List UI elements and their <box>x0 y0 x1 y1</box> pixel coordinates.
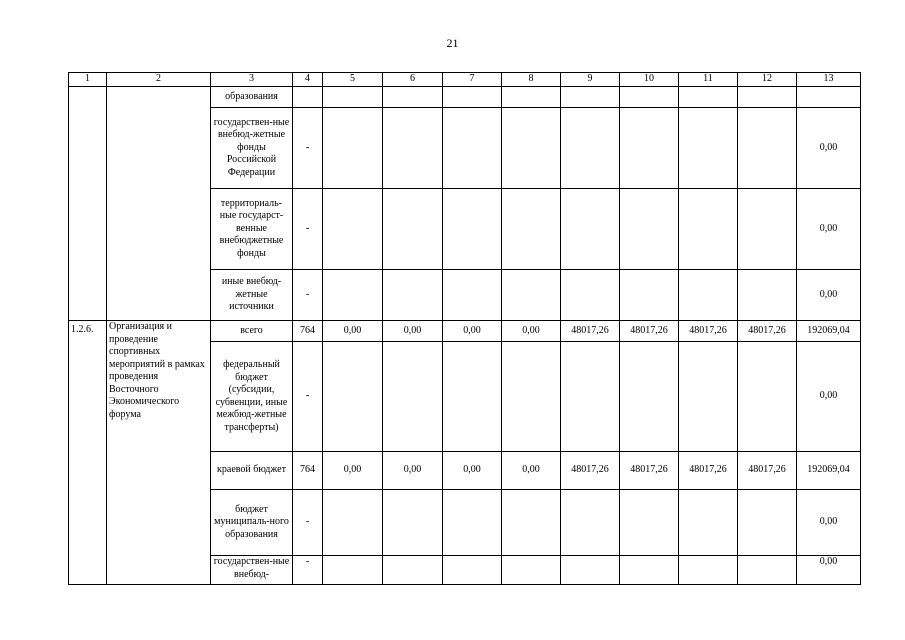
item-code-cell <box>69 87 107 321</box>
cell-col4: - <box>293 270 323 321</box>
cell-col4: - <box>293 490 323 556</box>
funding-source: государствен-ные внебюд-жетные фонды Российской Федерации <box>211 108 293 189</box>
cell-col5: 0,00 <box>323 321 383 342</box>
cell-col4 <box>293 87 323 108</box>
column-header: 9 <box>561 73 620 87</box>
cell-total: 0,00 <box>797 189 861 270</box>
page-number: 21 <box>446 36 459 50</box>
table-row <box>69 87 861 108</box>
funding-source: государствен-ные внебюд- <box>211 556 293 585</box>
column-header: 3 <box>211 73 293 87</box>
cell-col6: 0,00 <box>383 321 443 342</box>
column-number-row <box>69 73 861 87</box>
funding-source: бюджет муниципаль-ного образования <box>211 490 293 556</box>
cell-col9: 48017,26 <box>561 321 620 342</box>
cell-col4: - <box>293 556 323 585</box>
cell-col5: 0,00 <box>323 452 383 490</box>
cell-col4: - <box>293 342 323 452</box>
funding-source: федеральный бюджет (субсидии, субвенции, иные межбюд-жетные трансферты) <box>211 342 293 452</box>
cell-col8: 0,00 <box>502 452 561 490</box>
funding-source: образования <box>211 87 293 108</box>
column-header: 10 <box>620 73 679 87</box>
column-header: 1 <box>69 73 107 87</box>
cell-col9: 48017,26 <box>561 452 620 490</box>
cell-total: 0,00 <box>797 490 861 556</box>
cell-total: 0,00 <box>797 270 861 321</box>
funding-source: всего <box>211 321 293 342</box>
cell-col12: 48017,26 <box>738 452 797 490</box>
cell-total <box>797 87 861 108</box>
cell-col4: 764 <box>293 452 323 490</box>
cell-col11: 48017,26 <box>679 452 738 490</box>
cell-col10: 48017,26 <box>620 321 679 342</box>
cell-total: 192069,04 <box>797 452 861 490</box>
column-header: 12 <box>738 73 797 87</box>
cell-total: 0,00 <box>797 342 861 452</box>
column-header: 7 <box>443 73 502 87</box>
funding-source: краевой бюджет <box>211 452 293 490</box>
cell-col4: 764 <box>293 321 323 342</box>
cell-col11: 48017,26 <box>679 321 738 342</box>
cell-total: 0,00 <box>797 108 861 189</box>
cell-col7: 0,00 <box>443 321 502 342</box>
cell-col12: 48017,26 <box>738 321 797 342</box>
column-header: 2 <box>107 73 211 87</box>
cell-col4: - <box>293 108 323 189</box>
column-header: 8 <box>502 73 561 87</box>
funding-source: территориаль-ные государст-венные внебюджетные фонды <box>211 189 293 270</box>
column-header: 13 <box>797 73 861 87</box>
column-header: 11 <box>679 73 738 87</box>
cell-col10: 48017,26 <box>620 452 679 490</box>
cell-total: 0,00 <box>797 556 861 585</box>
table-row <box>69 321 861 342</box>
cell-total: 192069,04 <box>797 321 861 342</box>
item-code: 1.2.6. <box>69 321 107 585</box>
column-header: 4 <box>293 73 323 87</box>
cell-col8: 0,00 <box>502 321 561 342</box>
budget-table <box>68 72 861 585</box>
cell-col7: 0,00 <box>443 452 502 490</box>
cell-col6: 0,00 <box>383 452 443 490</box>
column-header: 5 <box>323 73 383 87</box>
item-name: Организация и проведение спортивных мероприятий в рамках проведения Восточного Экономического форума <box>107 321 211 585</box>
cell-col4: - <box>293 189 323 270</box>
column-header: 6 <box>383 73 443 87</box>
item-name-cell <box>107 87 211 321</box>
funding-source: иные внебюд-жетные источники <box>211 270 293 321</box>
